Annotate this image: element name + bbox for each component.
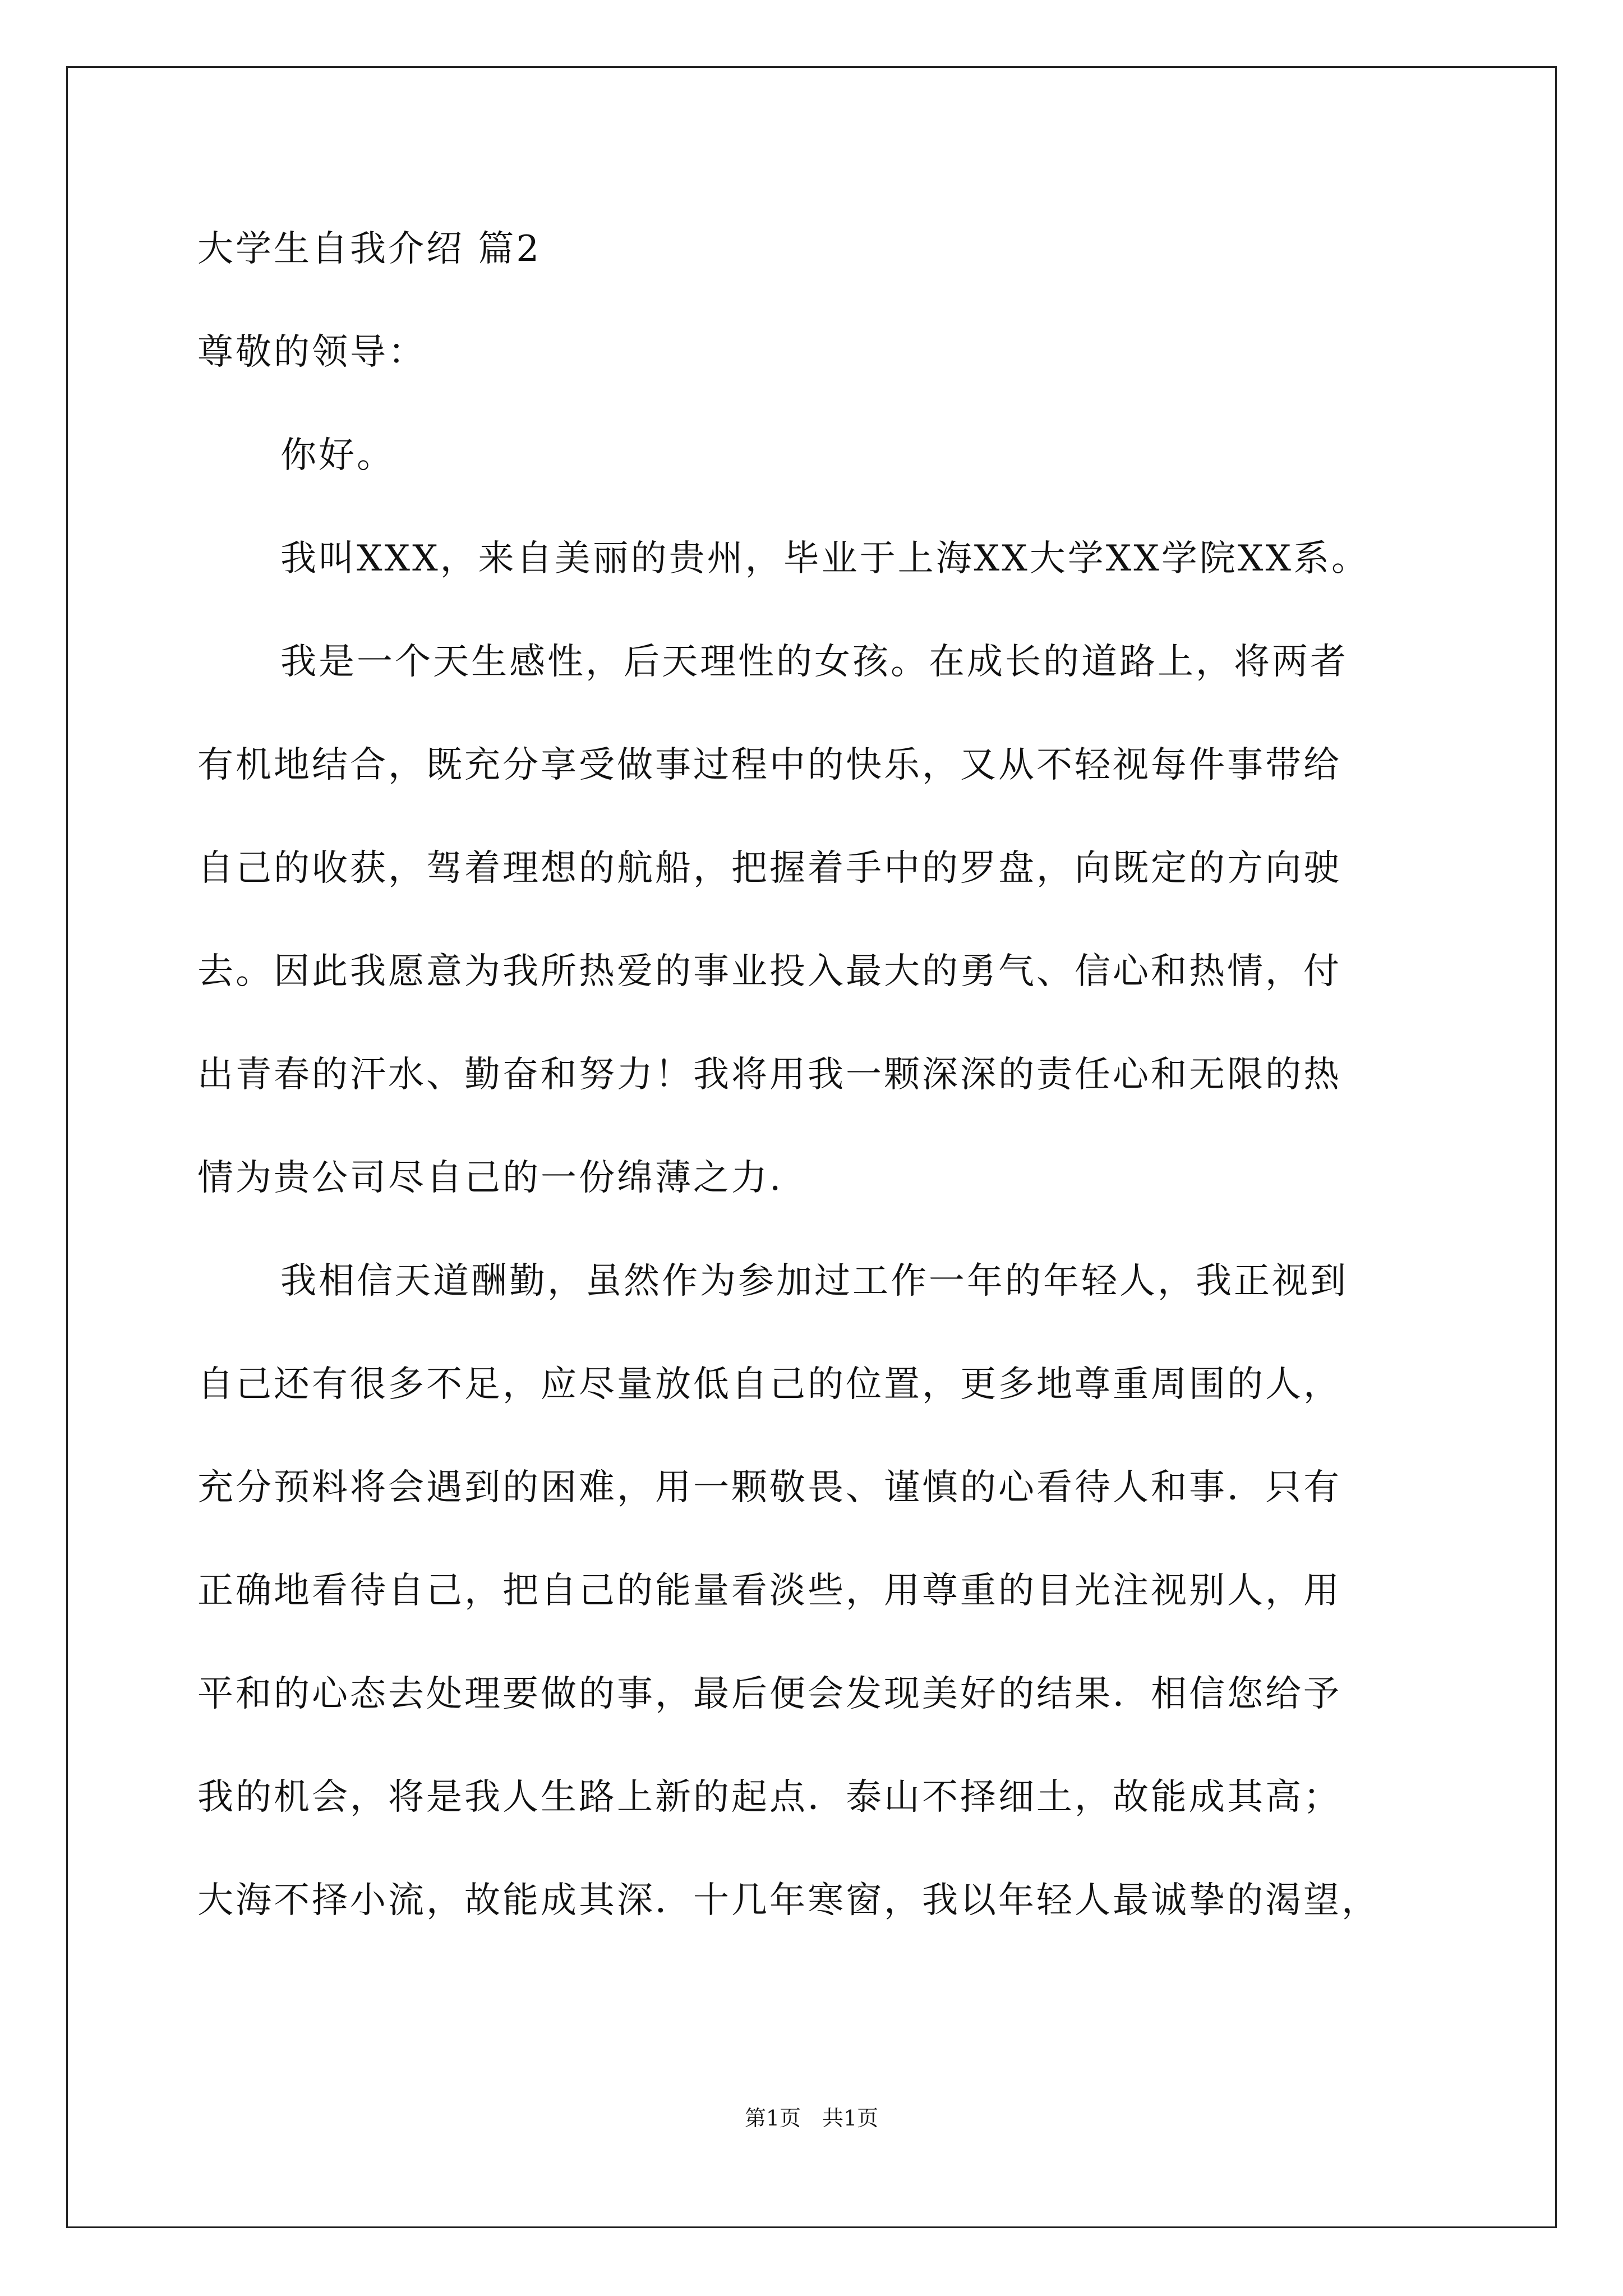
paragraph-line: 情为贵公司尽自己的一份绵薄之力. <box>197 1157 783 1199</box>
greeting: 你好。 <box>280 435 395 476</box>
paragraph-line: 自己的收获，驾着理想的航船，把握着手中的罗盘，向既定的方向驶 <box>197 848 1341 889</box>
paragraph-line: 平和的心态去处理要做的事，最后便会发现美好的结果．相信您给予 <box>197 1673 1341 1715</box>
paragraph-line: 自己还有很多不足，应尽量放低自己的位置，更多地尊重周围的人， <box>197 1364 1341 1405</box>
paragraph-line: 出青春的汗水、勤奋和努力！我将用我一颗深深的责任心和无限的热 <box>197 1054 1341 1096</box>
paragraph-line: 我是一个天生感性，后天理性的女孩。在成长的道路上，将两者 <box>280 641 1348 683</box>
salutation: 尊敬的领导： <box>197 332 426 373</box>
document-title: 大学生自我介绍 篇2 <box>197 228 542 270</box>
paragraph-line: 正确地看待自己，把自己的能量看淡些，用尊重的目光注视别人，用 <box>197 1570 1341 1612</box>
paragraph-line: 有机地结合，既充分享受做事过程中的快乐，又从不轻视每件事带给 <box>197 744 1341 786</box>
page-footer: 第1页 共1页 <box>744 2106 879 2131</box>
paragraph-line: 充分预料将会遇到的困难，用一颗敬畏、谨慎的心看待人和事．只有 <box>197 1467 1341 1508</box>
paragraph-line: 我的机会，将是我人生路上新的起点．泰山不择细土，故能成其高； <box>197 1777 1341 1818</box>
paragraph-line: 我叫XXX，来自美丽的贵州，毕业于上海XX大学XX学院XX系。 <box>280 538 1370 579</box>
paragraph-line: 我相信天道酬勤，虽然作为参加过工作一年的年轻人，我正视到 <box>280 1260 1348 1302</box>
paragraph-line: 大海不择小流，故能成其深．十几年寒窗，我以年轻人最诚挚的渴望， <box>197 1880 1380 1921</box>
paragraph-line: 去。因此我愿意为我所热爱的事业投入最大的勇气、信心和热情，付 <box>197 951 1341 992</box>
